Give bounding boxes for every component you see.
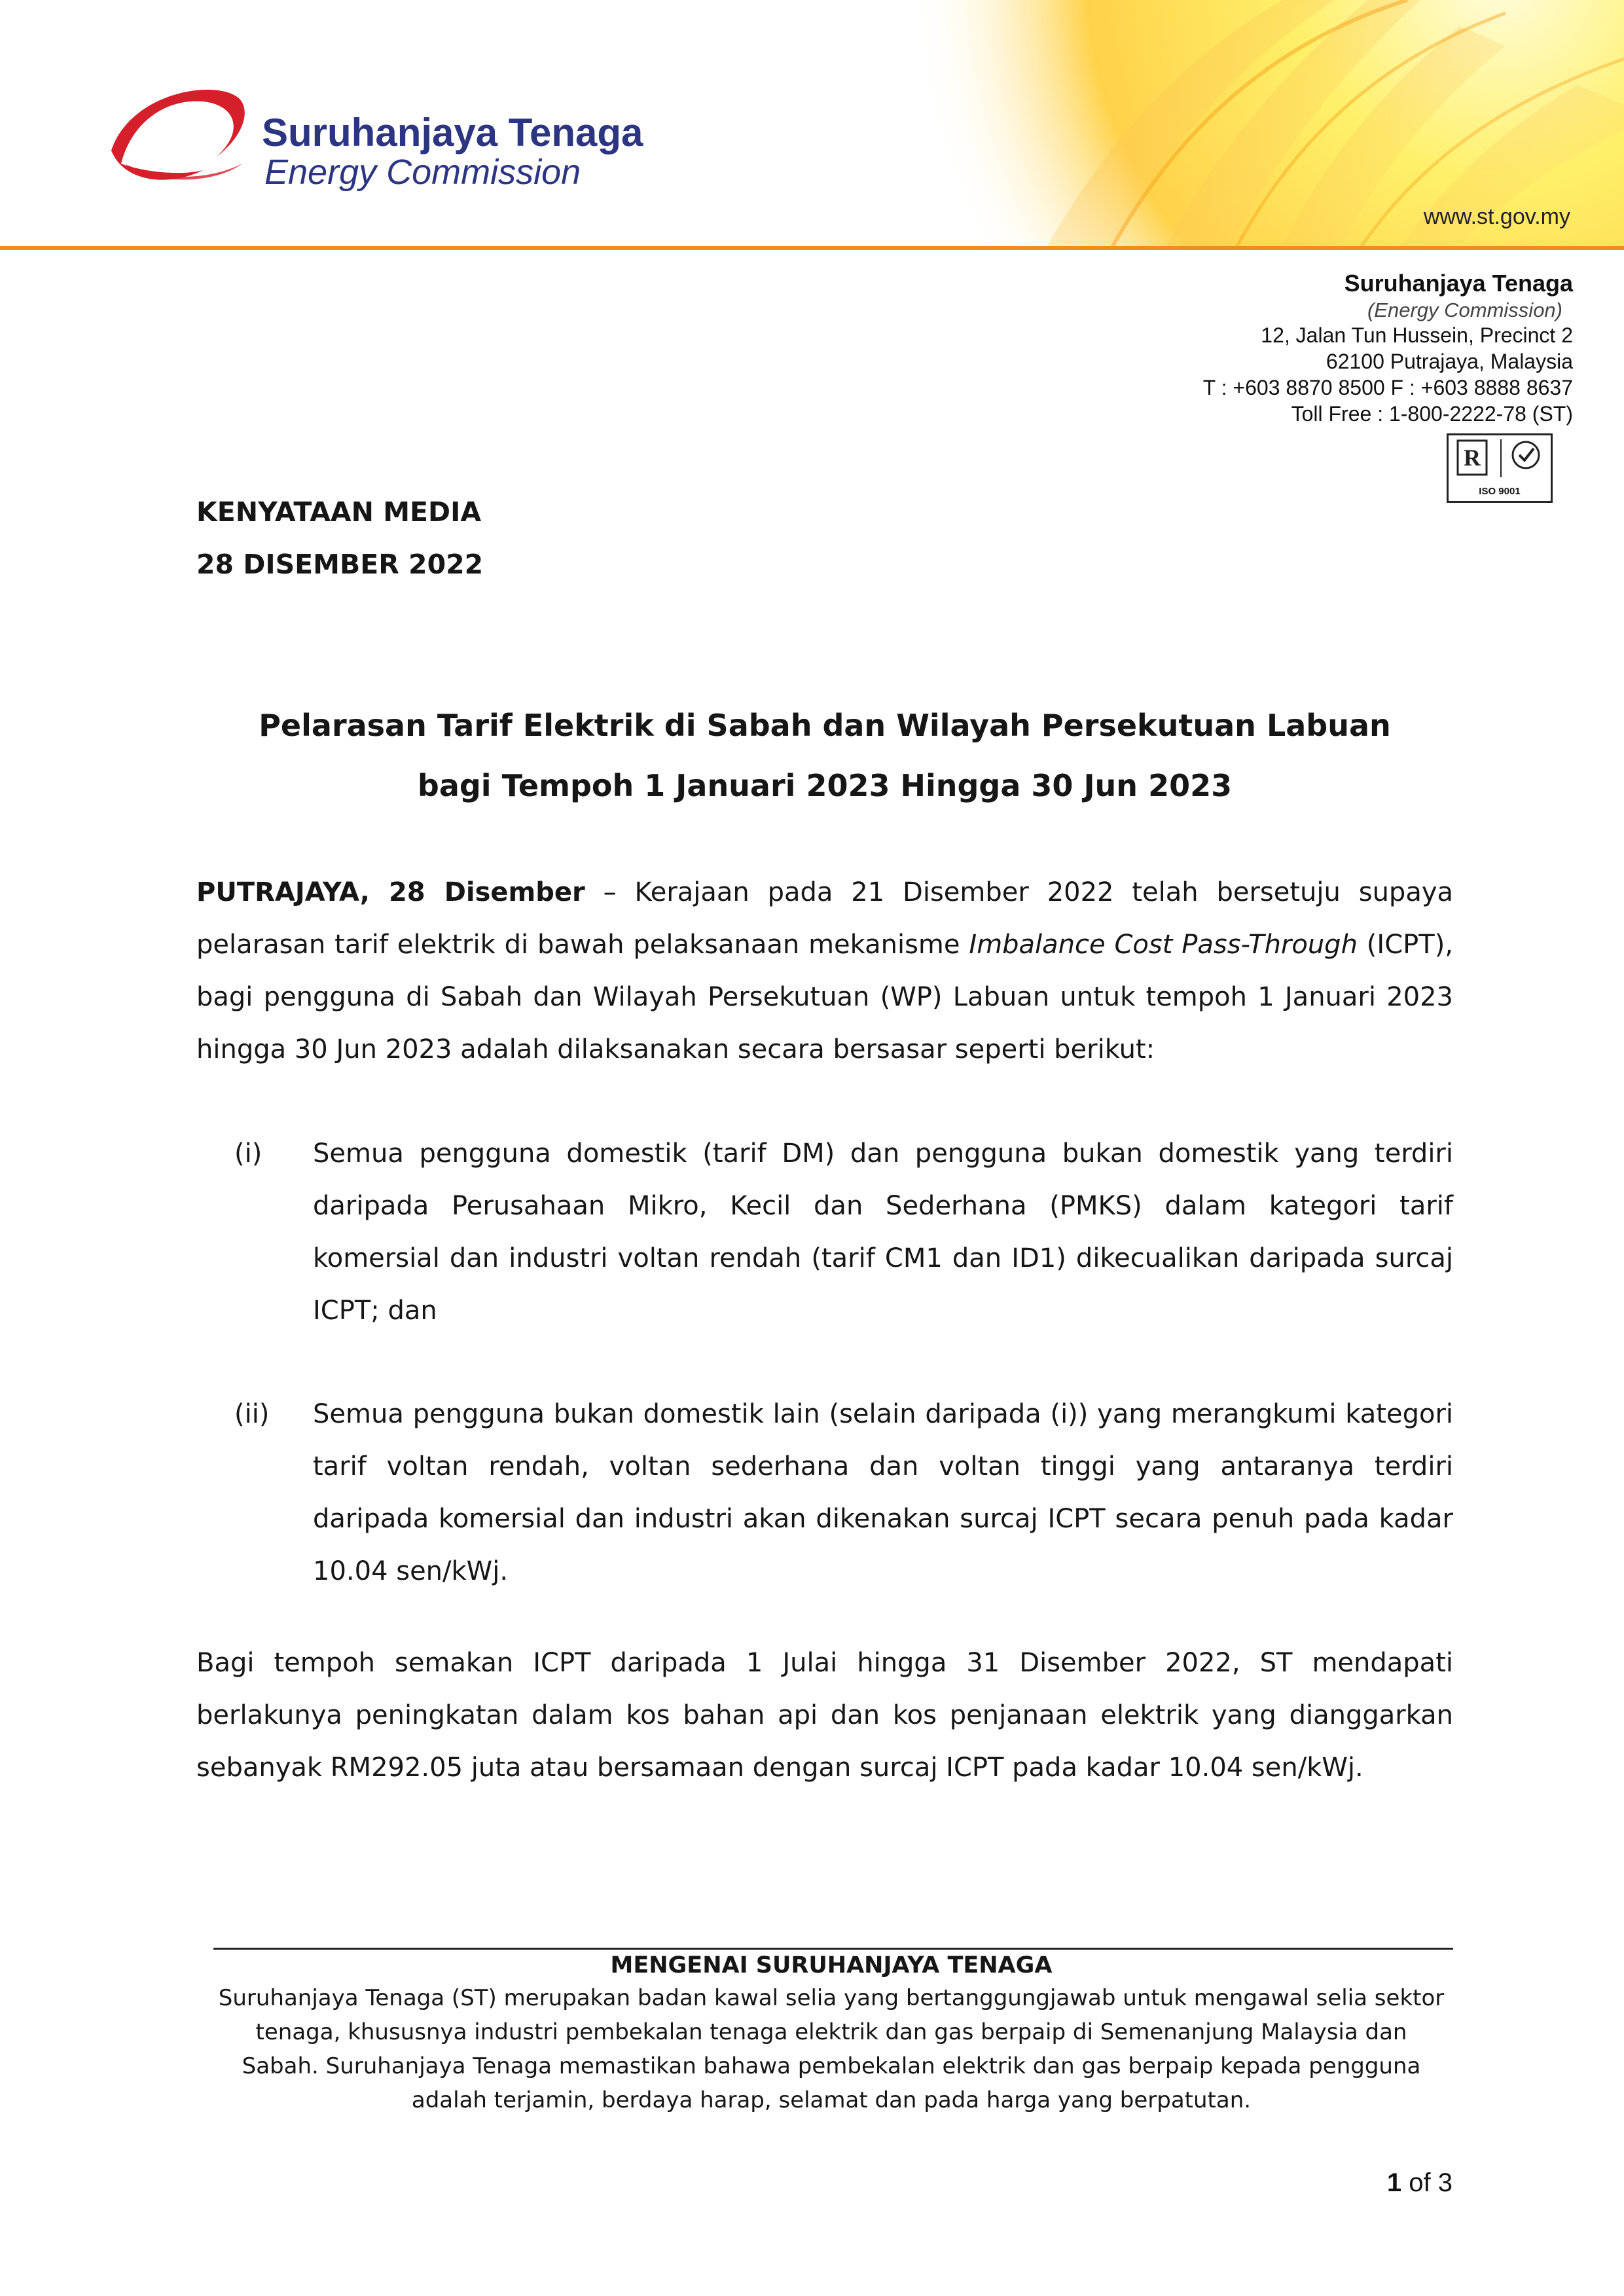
svg-text:R: R: [1464, 445, 1481, 471]
dateline: PUTRAJAYA, 28 Disember: [196, 877, 585, 907]
address-line-1: 12, Jalan Tun Hussein, Precinct 2: [1261, 323, 1573, 347]
header-divider: [0, 246, 1624, 250]
iso-label: ISO 9001: [1479, 486, 1521, 497]
list-item-number: (i): [234, 1139, 262, 1169]
page-current: 1: [1386, 2168, 1402, 2197]
swoosh-icon: [105, 72, 262, 203]
media-label: KENYATAAN MEDIA: [196, 496, 482, 528]
logo-subtitle: Energy Commission: [264, 153, 581, 192]
address-phone: T : +603 8870 8500 F : +603 8888 8637: [1202, 376, 1573, 399]
title-line-2: bagi Tempoh 1 Januari 2023 Hingga 30 Jun 2023: [417, 768, 1233, 803]
media-heading: [196, 486, 483, 591]
intro-text-b: (ICPT), bagi pengguna di Sabah dan Wilayah Persekutuan (WP) Labuan untuk tempoh 1 Januari 2023 hingga 30 Jun 2023 adalah dilaksanakan secara bersasar seperti berikut:: [196, 930, 1454, 1065]
address-block: [984, 268, 1573, 427]
dateline-dash: –: [603, 877, 617, 907]
address-org: Suruhanjaya Tenaga: [1344, 270, 1573, 297]
list-item-text: Semua pengguna domestik (tarif DM) dan pengguna bukan domestik yang terdiri daripada Perusahaan Mikro, Kecil dan Sederhana (PMKS) dalam kategori tarif komersial dan industri voltan rendah (tarif CM1 dan ID1) dikecualikan daripada surcaj ICPT; dan: [313, 1139, 1453, 1326]
intro-paragraph: [196, 866, 1453, 1076]
about-title: MENGENAI SURUHANJAYA TENAGA: [610, 1952, 1053, 1978]
website-link[interactable]: www.st.gov.my: [1423, 204, 1570, 229]
closing-paragraph: Bagi tempoh semakan ICPT daripada 1 Julai hingga 31 Disember 2022, ST mendapati berlakunya peningkatan dalam kos bahan api dan kos penjanaan elektrik yang dianggarkan sebanyak RM292.05 juta atau bersamaan dengan surcaj ICPT pada kadar 10.04 sen/kWj.: [196, 1648, 1453, 1783]
about-body: Suruhanjaya Tenaga (ST) merupakan badan kawal selia yang bertanggungjawab untuk mengawal selia sektor tenaga, khususnya industri pembekalan tenaga elektrik dan gas berpaip di Semenanjung Malaysia dan Sabah. Suruhanjaya Tenaga memastikan bahawa pembekalan elektrik dan gas berpaip kepada pengguna adalah terjamin, berdaya harap, selamat dan pada harga yang berpatutan.: [218, 1985, 1445, 2113]
about-section: [196, 1950, 1466, 2117]
title-line-1: Pelarasan Tarif Elektrik di Sabah dan Wilayah Persekutuan Labuan: [259, 708, 1391, 743]
list-item-number: (ii): [234, 1399, 270, 1429]
document-title: [196, 695, 1453, 816]
address-line-2: 62100 Putrajaya, Malaysia: [1326, 350, 1573, 373]
energy-commission-logo: [105, 72, 694, 203]
release-date: 28 DISEMBER 2022: [196, 549, 484, 580]
list-item-text: Semua pengguna bukan domestik lain (selain daripada (i)) yang merangkumi kategori tarif voltan rendah, voltan sederhana dan voltan tinggi yang antaranya terdiri daripada komersial dan industri akan dikenakan surcaj ICPT secara penuh pada kadar 10.04 sen/kWj.: [313, 1399, 1453, 1586]
page-total: 3: [1437, 2168, 1453, 2197]
page-separator: of: [1409, 2168, 1431, 2197]
page-number: [1387, 2168, 1453, 2198]
logo-name: Suruhanjaya Tenaga: [262, 111, 643, 155]
intro-text-a: Kerajaan pada 21 Disember 2022 telah bersetuju supaya pelarasan tarif elektrik di bawah pelaksanaan mekanisme: [196, 877, 1454, 960]
letterhead: [0, 0, 1624, 249]
address-tollfree: Toll Free : 1-800-2222-78 (ST): [1291, 402, 1573, 426]
iso-certification-badge: [1447, 433, 1553, 503]
address-org-english: (Energy Commission): [1367, 299, 1562, 321]
icpt-term: Imbalance Cost Pass-Through: [969, 930, 1358, 960]
